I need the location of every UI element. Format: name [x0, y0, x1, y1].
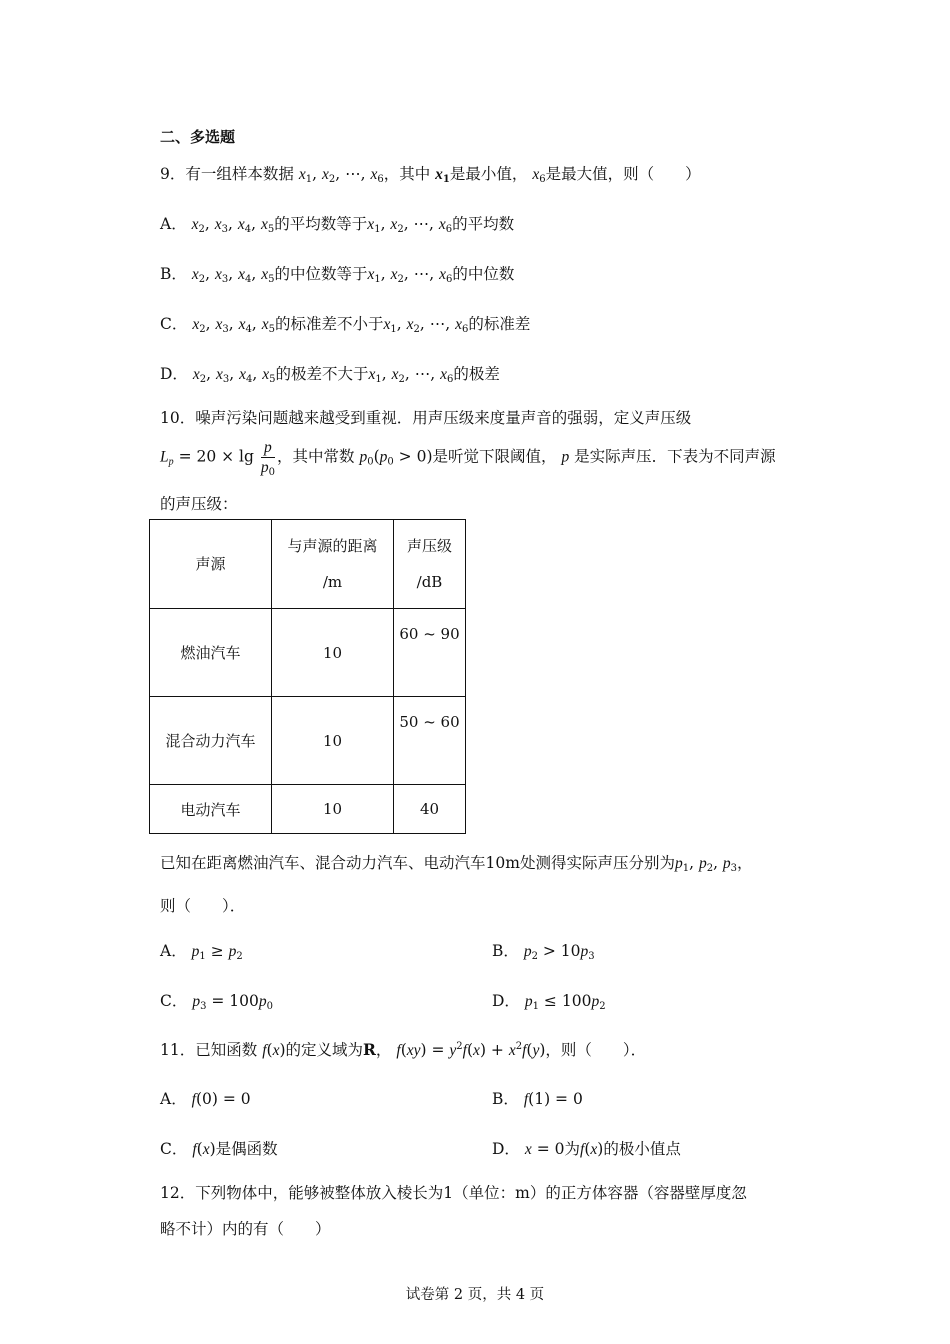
table-cell: 40 [394, 785, 466, 834]
question-12-line1: 12．下列物体中，能够被整体放入棱长为1（单位：m）的正方体容器（容器壁厚度忽 [160, 1184, 747, 1202]
question-10-after-table: 已知在距离燃油汽车、混合动力汽车、电动汽车10m处测得实际声压分别为$p_1$, $p_2$, $p_3$， [160, 854, 753, 874]
question-10-formula-line: $L_p = 20 \times \lg$ $\frac{p}{p_0}$ ，其中常数 $p_0(p_0 > 0)$是听觉下限阈值， p 是实际声压．下表为不同声源 [160, 439, 776, 478]
question-11-option-a[interactable]: A． f(0) = 0 [160, 1090, 251, 1108]
question-9-option-b[interactable]: B． $x_2$, $x_3$, $x_4$, $x_5$的中位数等于$x_1$, $x_2$, ⋯, $x_6$的中位数 [160, 265, 515, 285]
question-9-option-c[interactable]: C． $x_2$, $x_3$, $x_4$, $x_5$的标准差不小于$x_1$, $x_2$, ⋯, $x_6$的标准差 [160, 315, 531, 335]
question-10-then: 则（ ）． [160, 897, 246, 915]
table-header-cell: 与声源的距离 /m [272, 520, 394, 609]
table-row [150, 697, 466, 785]
question-10-option-b[interactable]: B． $p_2 > 10p_3$ [492, 942, 595, 962]
table-header-row [150, 520, 466, 609]
sound-source-table [149, 519, 466, 834]
question-10-option-d[interactable]: D． $p_1 \le 100p_2$ [492, 992, 606, 1012]
question-11-option-b[interactable]: B． f(1) = 0 [492, 1090, 583, 1108]
fraction-p-over-p0: $\frac{p}{p_0}$ [260, 439, 275, 478]
question-11-option-d[interactable]: D． x = 0为f(x)的极小值点 [492, 1140, 681, 1158]
table-cell: 电动汽车 [150, 785, 272, 834]
table-cell: 混合动力汽车 [150, 697, 272, 785]
question-12-line2: 略不计）内的有（ ） [160, 1220, 331, 1238]
question-9-stem: 9．有一组样本数据 $x_1$, $x_2$, ⋯, $x_6$，其中 $x_1$是最小值， $x_6$是最大值，则（ ） [160, 165, 701, 185]
section-title: 二、多选题 [160, 128, 236, 146]
table-row [150, 785, 466, 834]
table-cell: 50 ~ 60 [394, 697, 466, 785]
table-cell: 燃油汽车 [150, 609, 272, 697]
question-10-line3: 的声压级： [160, 495, 238, 513]
question-9-option-a[interactable]: A． $x_2$, $x_3$, $x_4$, $x_5$的平均数等于$x_1$, $x_2$, ⋯, $x_6$的平均数 [160, 215, 515, 235]
table-cell: 60 ~ 90 [394, 609, 466, 697]
question-10-option-c[interactable]: C． $p_3 = 100p_0$ [160, 992, 273, 1012]
table-header-cell: 声源 [150, 520, 272, 609]
question-11-stem: 11．已知函数 f(x)的定义域为R， $f(xy) = y^2f(x) + x^2f(y)$，则（ ）． [160, 1040, 647, 1059]
question-10-option-a[interactable]: A． $p_1 \ge p_2$ [160, 942, 243, 962]
question-9-option-d[interactable]: D． $x_2$, $x_3$, $x_4$, $x_5$的极差不大于$x_1$, $x_2$, ⋯, $x_6$的极差 [160, 365, 500, 385]
table-row [150, 609, 466, 697]
question-10-line1: 10．噪声污染问题越来越受到重视．用声压级来度量声音的强弱，定义声压级 [160, 409, 692, 427]
question-11-option-c[interactable]: C． f(x)是偶函数 [160, 1140, 278, 1158]
page-footer: 试卷第 2 页，共 4 页 [405, 1287, 545, 1303]
table-header-cell: 声压级 /dB [394, 520, 466, 609]
table-cell: 10 [272, 785, 394, 834]
table-cell: 10 [272, 697, 394, 785]
table-cell: 10 [272, 609, 394, 697]
